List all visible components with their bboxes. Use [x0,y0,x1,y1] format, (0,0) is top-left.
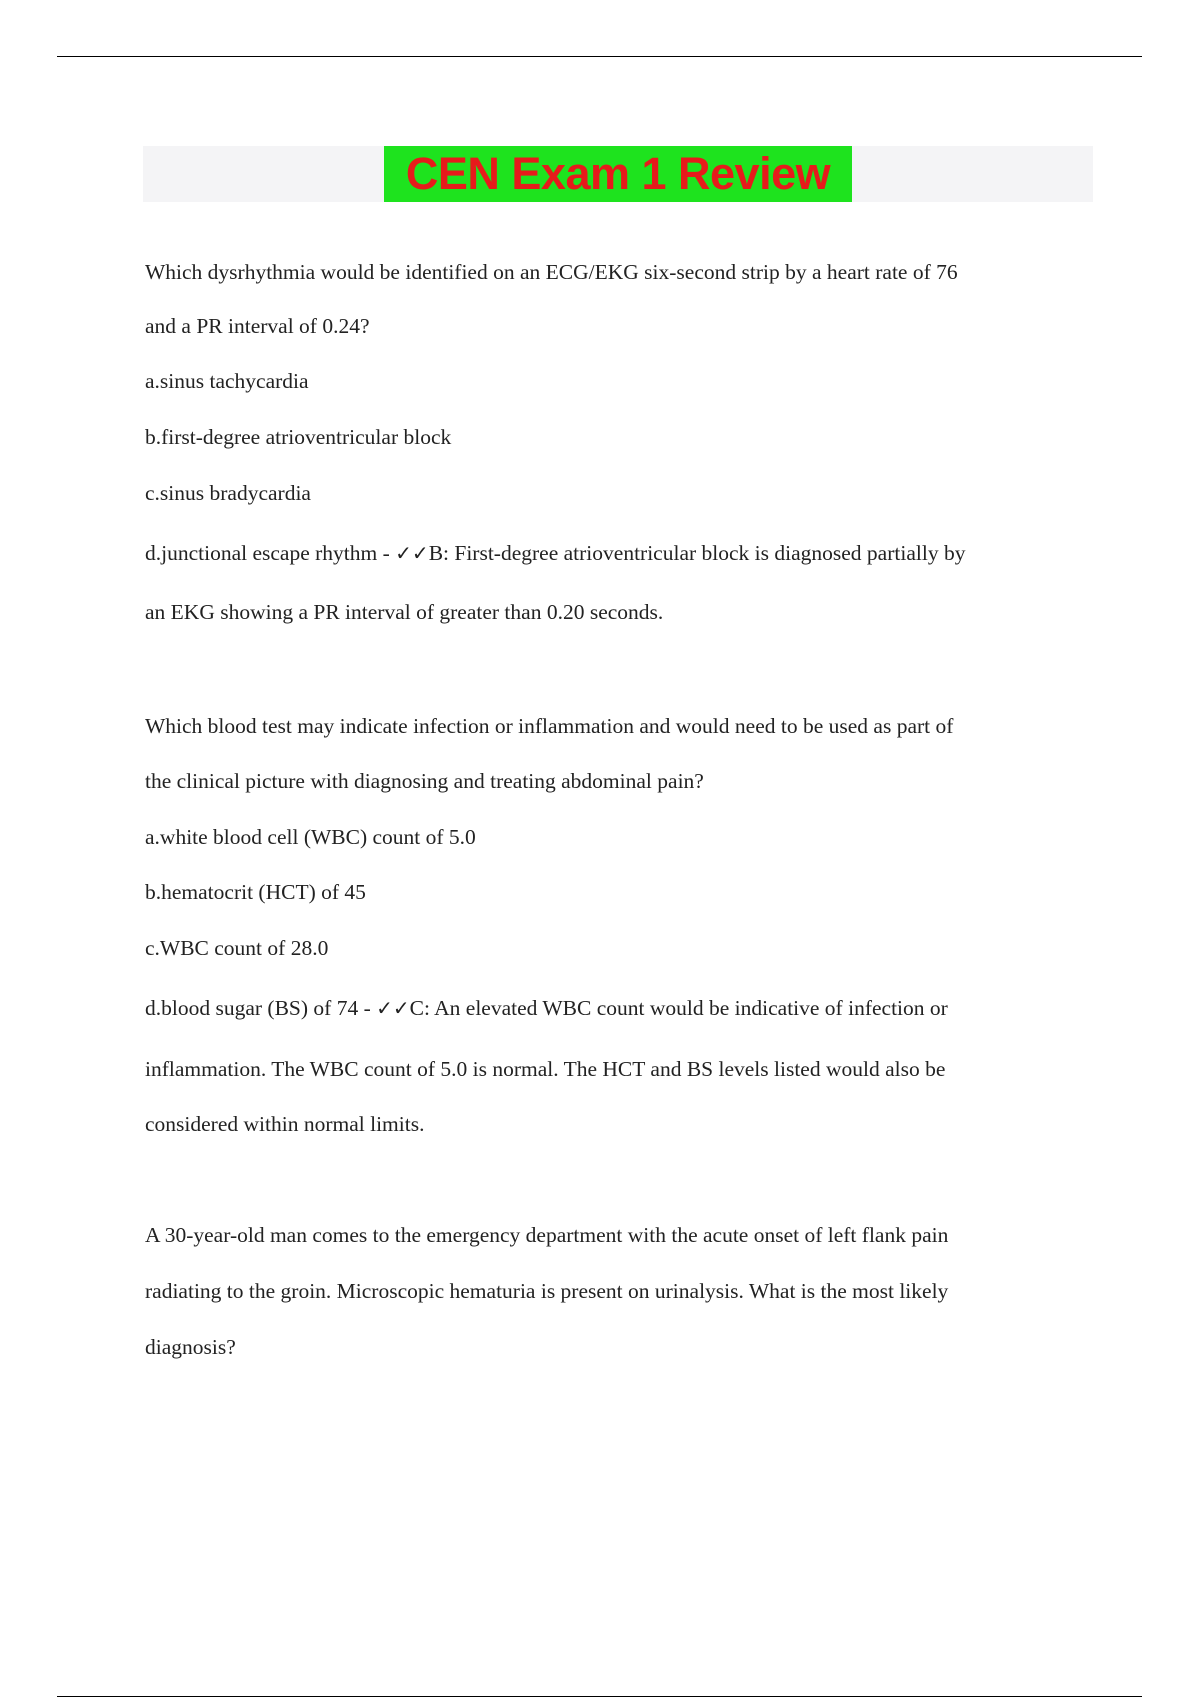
top-rule [57,56,1142,57]
answer-explanation-line: considered within normal limits. [145,1112,425,1136]
check-icon: ✓✓ [395,541,429,565]
question-stem-line: diagnosis? [145,1335,236,1359]
question-stem-line: the clinical picture with diagnosing and treating abdominal pain? [145,769,704,793]
option-d-with-answer [145,994,948,1022]
question-stem-line: A 30-year-old man comes to the emergency department with the acute onset of left flank pain [145,1223,949,1247]
check-icon: ✓✓ [376,996,410,1020]
option-d: d.blood sugar (BS) of 74 - [145,996,377,1020]
option-b: b.first-degree atrioventricular block [145,425,452,449]
answer-explanation: B: First-degree atrioventricular block is diagnosed partially by [428,541,966,565]
option-a: a.white blood cell (WBC) count of 5.0 [145,825,476,849]
question-stem-line: Which blood test may indicate infection or inflammation and would need to be used as part of [145,714,954,738]
option-a: a.sinus tachycardia [145,369,309,393]
answer-explanation-line: an EKG showing a PR interval of greater than 0.20 seconds. [145,600,664,624]
question-stem-line: radiating to the groin. Microscopic hematuria is present on urinalysis. What is the most likely [145,1279,949,1303]
question-stem-line: Which dysrhythmia would be identified on an ECG/EKG six-second strip by a heart rate of 76 [145,260,958,284]
bottom-rule [57,1696,1142,1697]
option-c: c.sinus bradycardia [145,481,311,505]
answer-explanation: C: An elevated WBC count would be indicative of infection or [409,996,948,1020]
page-title: CEN Exam 1 Review [384,146,852,202]
option-d: d.junctional escape rhythm - [145,541,396,565]
answer-explanation-line: inflammation. The WBC count of 5.0 is normal. The HCT and BS levels listed would also be [145,1057,946,1081]
option-c: c.WBC count of 28.0 [145,936,329,960]
question-stem-line: and a PR interval of 0.24? [145,314,370,338]
option-d-with-answer [145,539,965,567]
option-b: b.hematocrit (HCT) of 45 [145,880,366,904]
